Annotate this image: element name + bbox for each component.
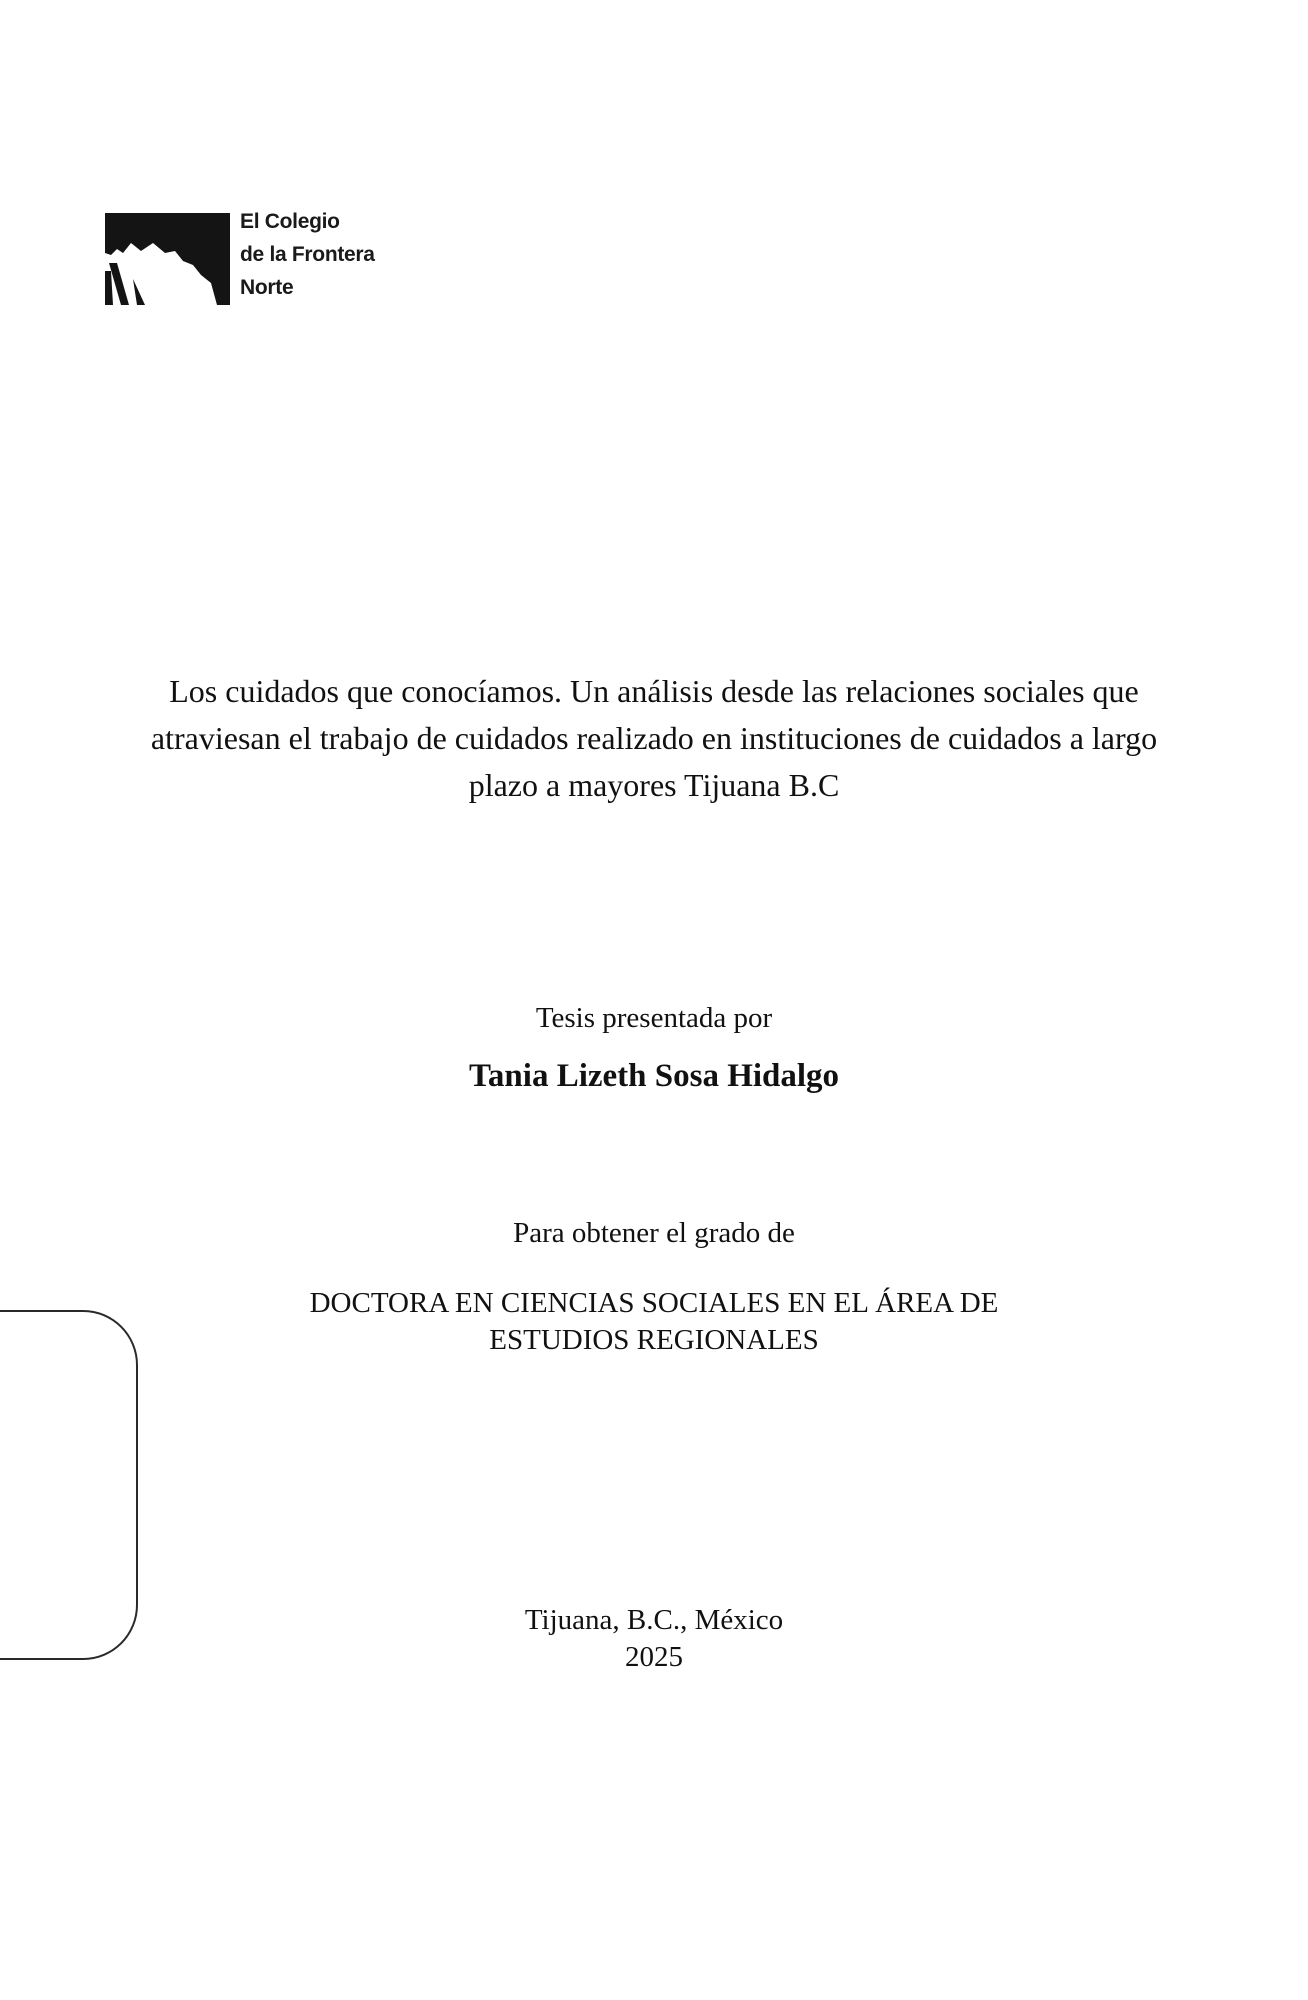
title-line-3: plazo a mayores Tijuana B.C xyxy=(468,767,840,803)
place: Tijuana, B.C., México xyxy=(524,1604,784,1636)
title-line-1: Los cuidados que conocíamos. Un análisis desde las relaciones sociales que xyxy=(169,673,1139,709)
title-line-2: atraviesan el trabajo de cuidados realizado en instituciones de cuidados a largo xyxy=(150,720,1158,756)
logo-wordmark xyxy=(240,205,375,304)
author-name: Tania Lizeth Sosa Hidalgo xyxy=(468,1058,840,1094)
degree-name xyxy=(0,1285,1308,1359)
logo-line-1: El Colegio xyxy=(240,210,340,233)
degree-purpose-label: Para obtener el grado de xyxy=(513,1217,795,1249)
logo-line-3: Norte xyxy=(240,276,294,299)
logo-line-2: de la Frontera xyxy=(240,243,375,266)
presented-by-label: Tesis presentada por xyxy=(535,1002,773,1034)
thesis-title xyxy=(0,668,1308,809)
degree-line-1: DOCTORA EN CIENCIAS SOCIALES EN EL ÁREA DE xyxy=(309,1287,999,1319)
year: 2025 xyxy=(625,1641,683,1673)
page-edge-frame xyxy=(0,1310,138,1660)
degree-line-2: ESTUDIOS REGIONALES xyxy=(489,1324,819,1356)
mountain-logo-icon xyxy=(105,213,230,305)
institution-logo xyxy=(105,205,405,305)
place-and-date xyxy=(0,1602,1308,1676)
